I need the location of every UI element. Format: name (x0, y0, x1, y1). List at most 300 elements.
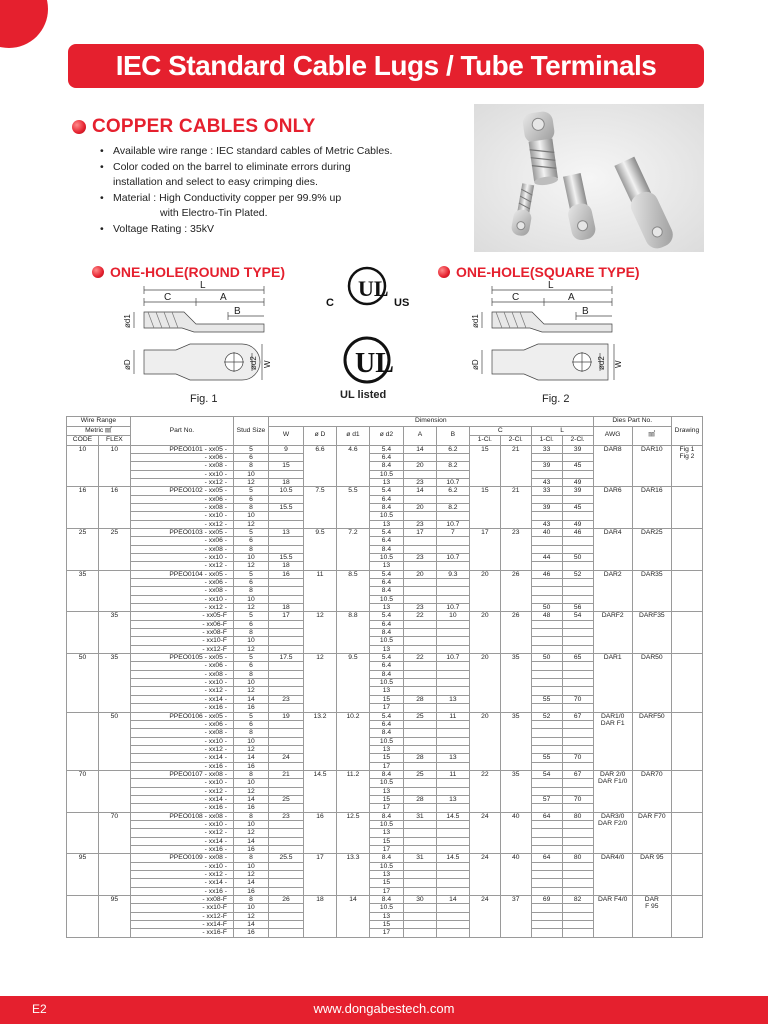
cell-b (436, 737, 469, 745)
cell-l-2cl (562, 921, 593, 929)
table-body (67, 445, 703, 937)
cell-a: 28 (403, 754, 436, 762)
cell-part-suffix: - xx06 - (130, 537, 233, 545)
cell-part-suffix: - xx16 - (130, 846, 233, 854)
cell-l-2cl (562, 820, 593, 828)
cell-flex: 50 (98, 712, 130, 770)
cell-stud: 6 (233, 495, 268, 503)
cell-part-suffix: - xx14 - (130, 754, 233, 762)
cell-a (403, 929, 436, 937)
cell-b: 13 (436, 795, 469, 803)
ul-listed-label: UL listed (340, 389, 387, 401)
cell-w (268, 495, 303, 503)
cell-w (268, 662, 303, 670)
cell-part-suffix: - xx06 - (130, 579, 233, 587)
table-row (67, 445, 703, 453)
cell-l-1cl (531, 545, 562, 553)
cell-l-1cl: 64 (531, 854, 562, 862)
cell-die-awg: DAR6 (593, 487, 632, 529)
cell-w: 18 (268, 604, 303, 612)
header-c-2cl: 2-Cl. (500, 436, 531, 446)
cell-phi-d2: 17 (369, 704, 403, 712)
cell-c-1cl: 20 (469, 612, 500, 654)
cell-part-suffix: - xx14 - (130, 795, 233, 803)
cell-l-2cl (562, 670, 593, 678)
cell-die-awg: DAR4 (593, 528, 632, 570)
cell-b: 14.5 (436, 812, 469, 820)
table-row (67, 770, 703, 778)
cell-part-suffix: - xx06 - (130, 453, 233, 461)
cell-a (403, 787, 436, 795)
cell-phi-d2: 5.4 (369, 612, 403, 620)
cell-l-2cl: 80 (562, 854, 593, 862)
cell-w (268, 887, 303, 895)
page-code: E2 (32, 1002, 47, 1016)
dim-label-l: L (548, 280, 554, 291)
feature-item: • Available wire range : IEC standard cables of Metric Cables. (100, 144, 460, 160)
cell-l-2cl (562, 645, 593, 653)
cell-phi-d1: 12.5 (336, 812, 369, 854)
cell-b (436, 579, 469, 587)
cell-die-awg: DAR1/0 DAR F1 (593, 712, 632, 770)
cell-l-1cl (531, 904, 562, 912)
cell-phi-d2: 6.4 (369, 495, 403, 503)
cell-l-1cl (531, 579, 562, 587)
cell-c-1cl: 15 (469, 445, 500, 487)
dim-label-d1: ød1 (123, 314, 132, 328)
cell-l-1cl (531, 862, 562, 870)
cell-a: 20 (403, 462, 436, 470)
cell-phi-d: 13.2 (304, 712, 337, 770)
cell-a (403, 453, 436, 461)
cell-drawing (671, 712, 702, 770)
square-type-header (438, 264, 640, 280)
cell-phi-d2: 15 (369, 921, 403, 929)
cell-a: 17 (403, 528, 436, 536)
cell-stud: 10 (233, 637, 268, 645)
cell-a (403, 904, 436, 912)
cell-drawing (671, 812, 702, 854)
cell-code: 70 (67, 770, 99, 812)
cell-w: 25.5 (268, 854, 303, 862)
cell-l-2cl (562, 729, 593, 737)
cell-l-1cl (531, 637, 562, 645)
cell-l-1cl (531, 929, 562, 937)
cell-l-2cl (562, 629, 593, 637)
cell-l-2cl (562, 862, 593, 870)
header-mm2: ㎟ (632, 426, 671, 445)
cell-b (436, 904, 469, 912)
cell-w (268, 904, 303, 912)
cell-w: 25 (268, 795, 303, 803)
cell-b (436, 637, 469, 645)
table-row (67, 570, 703, 578)
cell-stud: 12 (233, 787, 268, 795)
cell-die-mm2: DAR 95 (632, 854, 671, 896)
cell-a (403, 670, 436, 678)
cell-phi-d: 12 (304, 612, 337, 654)
cell-l-1cl (531, 829, 562, 837)
header-drawing: Drawing (671, 417, 702, 446)
cell-a (403, 887, 436, 895)
cell-w (268, 921, 303, 929)
cell-phi-d2: 10.5 (369, 595, 403, 603)
cell-flex: 70 (98, 812, 130, 854)
cell-c-2cl: 35 (500, 770, 531, 812)
cell-part-suffix: - xx14-F (130, 921, 233, 929)
cell-stud: 12 (233, 871, 268, 879)
cell-a: 14 (403, 445, 436, 453)
cell-l-2cl (562, 453, 593, 461)
cell-stud: 5 (233, 487, 268, 495)
cell-l-2cl (562, 804, 593, 812)
cell-a (403, 495, 436, 503)
cell-w (268, 762, 303, 770)
cell-l-2cl: 52 (562, 570, 593, 578)
cell-b (436, 670, 469, 678)
cell-stud: 10 (233, 779, 268, 787)
feature-item: • Voltage Rating : 35kV (100, 222, 460, 238)
cell-code: 35 (67, 570, 99, 612)
cell-l-2cl (562, 846, 593, 854)
cell-a (403, 637, 436, 645)
cell-part-suffix: - xx08 - (130, 587, 233, 595)
header-part-no: Part No. (130, 417, 233, 446)
cell-die-awg: DAR3/0 DAR F2/0 (593, 812, 632, 854)
cell-b (436, 887, 469, 895)
title-banner (68, 44, 704, 88)
cell-die-mm2: DAR35 (632, 570, 671, 612)
cell-phi-d2: 13 (369, 520, 403, 528)
cell-l-2cl (562, 587, 593, 595)
cell-phi-d2: 5.4 (369, 487, 403, 495)
cell-w (268, 645, 303, 653)
cell-part-suffix: - xx12 - (130, 871, 233, 879)
cell-phi-d1: 4.6 (336, 445, 369, 487)
footer-bar (0, 996, 768, 1024)
cell-a (403, 629, 436, 637)
cell-l-1cl (531, 537, 562, 545)
cell-phi-d2: 13 (369, 562, 403, 570)
cell-l-2cl: 65 (562, 654, 593, 662)
round-type-header (92, 264, 285, 280)
cell-drawing (671, 654, 702, 712)
dim-label-d2: ød2 (597, 356, 606, 370)
cell-c-2cl: 40 (500, 854, 531, 896)
cell-l-1cl (531, 495, 562, 503)
cell-l-1cl (531, 846, 562, 854)
cell-b: 6.2 (436, 445, 469, 453)
cell-w (268, 595, 303, 603)
cell-phi-d2: 13 (369, 687, 403, 695)
cell-a (403, 779, 436, 787)
cell-phi-d1: 8.8 (336, 612, 369, 654)
header-dies: Dies Part No. (593, 417, 671, 427)
cell-l-1cl (531, 729, 562, 737)
cell-b (436, 537, 469, 545)
cell-l-1cl: 46 (531, 570, 562, 578)
cell-part-suffix: - xx08 - (130, 503, 233, 511)
cell-w (268, 679, 303, 687)
cell-stud: 14 (233, 795, 268, 803)
dim-label-b: B (234, 306, 241, 317)
cell-c-1cl: 15 (469, 487, 500, 529)
cell-b (436, 862, 469, 870)
cell-part-suffix: - xx10 - (130, 820, 233, 828)
cell-phi-d2: 15 (369, 754, 403, 762)
dim-label-a: A (220, 292, 227, 303)
cell-a (403, 579, 436, 587)
cell-phi-d2: 10.5 (369, 904, 403, 912)
cell-part-suffix: - xx16 - (130, 704, 233, 712)
cell-l-2cl (562, 762, 593, 770)
cell-stud: 10 (233, 820, 268, 828)
cell-l-1cl (531, 512, 562, 520)
cell-l-2cl (562, 595, 593, 603)
cell-w: 26 (268, 896, 303, 904)
cell-phi-d: 11 (304, 570, 337, 612)
cell-a (403, 537, 436, 545)
cell-a: 22 (403, 654, 436, 662)
cell-flex (98, 770, 130, 812)
cell-phi-d2: 8.4 (369, 854, 403, 862)
cell-c-1cl: 24 (469, 812, 500, 854)
cell-drawing (671, 770, 702, 812)
cell-phi-d2: 15 (369, 795, 403, 803)
table-row (67, 612, 703, 620)
cell-part-suffix: - xx12 - (130, 604, 233, 612)
cell-a (403, 846, 436, 854)
cell-l-1cl: 55 (531, 695, 562, 703)
cell-a (403, 620, 436, 628)
cell-a (403, 879, 436, 887)
cell-stud: 5 (233, 528, 268, 536)
cell-drawing (671, 612, 702, 654)
cell-stud: 14 (233, 695, 268, 703)
cell-flex (98, 854, 130, 896)
cell-w (268, 862, 303, 870)
cell-stud: 12 (233, 520, 268, 528)
cell-l-1cl (531, 871, 562, 879)
cell-die-mm2: DARF50 (632, 712, 671, 770)
cell-l-2cl (562, 787, 593, 795)
cell-phi-d2: 6.4 (369, 579, 403, 587)
cell-c-2cl: 35 (500, 712, 531, 770)
cell-a (403, 804, 436, 812)
feature-item: • Color coded on the barrel to eliminate errors during (100, 160, 460, 176)
cell-l-2cl: 70 (562, 795, 593, 803)
fig2-drawing (472, 280, 622, 388)
cell-part-suffix: - xx06-F (130, 620, 233, 628)
header-l-1cl: 1-Cl. (531, 436, 562, 446)
cell-phi-d2: 5.4 (369, 654, 403, 662)
cell-phi-d1: 7.2 (336, 528, 369, 570)
cell-b (436, 729, 469, 737)
cell-a (403, 762, 436, 770)
cell-c-2cl: 21 (500, 487, 531, 529)
cell-l-1cl (531, 662, 562, 670)
cell-die-mm2: DAR50 (632, 654, 671, 712)
cell-b (436, 762, 469, 770)
header-metric: Metric ㎟ (67, 426, 131, 436)
cell-phi-d2: 15 (369, 837, 403, 845)
cell-w (268, 587, 303, 595)
cell-a (403, 587, 436, 595)
cell-l-2cl (562, 579, 593, 587)
cell-l-1cl (531, 745, 562, 753)
cell-l-1cl: 43 (531, 478, 562, 486)
cell-phi-d2: 10.5 (369, 637, 403, 645)
cell-a (403, 687, 436, 695)
cell-w (268, 470, 303, 478)
cell-stud: 10 (233, 904, 268, 912)
cell-stud: 10 (233, 737, 268, 745)
cell-l-2cl (562, 837, 593, 845)
cell-l-1cl (531, 720, 562, 728)
cell-part-suffix: - xx16 - (130, 804, 233, 812)
cell-phi-d2: 6.4 (369, 453, 403, 461)
cell-phi-d2: 8.4 (369, 503, 403, 511)
ul-us-text: US (394, 297, 410, 309)
cell-l-1cl (531, 887, 562, 895)
dim-label-c: C (164, 292, 172, 303)
cell-l-2cl (562, 637, 593, 645)
cell-b (436, 829, 469, 837)
cell-w (268, 512, 303, 520)
cell-part-suffix: - xx14 - (130, 837, 233, 845)
table-row (67, 528, 703, 536)
cell-drawing (671, 570, 702, 612)
cell-part-suffix: - xx05-F (130, 612, 233, 620)
ul-mark-text: UL (355, 348, 394, 379)
cell-stud: 6 (233, 579, 268, 587)
cell-b (436, 879, 469, 887)
cell-l-1cl (531, 629, 562, 637)
cell-stud: 16 (233, 804, 268, 812)
cell-b: 10.7 (436, 520, 469, 528)
cell-a: 20 (403, 503, 436, 511)
dim-label-d2: ød2 (249, 356, 258, 370)
cell-phi-d1: 13.3 (336, 854, 369, 896)
cell-phi-d2: 13 (369, 787, 403, 795)
cell-stud: 8 (233, 587, 268, 595)
cell-a (403, 645, 436, 653)
cell-l-2cl: 67 (562, 712, 593, 720)
cell-phi-d: 9.5 (304, 528, 337, 570)
dim-label-c: C (512, 292, 520, 303)
red-dot-icon (438, 266, 450, 278)
cell-a: 14 (403, 487, 436, 495)
header-stud-size: Stud Size (233, 417, 268, 446)
cell-part-suffix: - xx08 - (130, 545, 233, 553)
square-type-title: ONE-HOLE(SQUARE TYPE) (456, 264, 640, 280)
cell-part-suffix: - xx08 - (130, 462, 233, 470)
cell-part-suffix: - xx10 - (130, 862, 233, 870)
cell-a (403, 470, 436, 478)
cell-code: 10 (67, 445, 99, 487)
cell-a (403, 729, 436, 737)
cell-part-suffix: - xx10 - (130, 737, 233, 745)
cell-part-suffix: - xx12 - (130, 687, 233, 695)
dim-label-b: B (582, 306, 589, 317)
cell-stud: 10 (233, 512, 268, 520)
cell-stud: 10 (233, 862, 268, 870)
cell-flex: 95 (98, 896, 130, 938)
cell-b (436, 595, 469, 603)
cell-l-1cl: 64 (531, 812, 562, 820)
cell-die-awg: DAR2 (593, 570, 632, 612)
cell-l-1cl: 50 (531, 604, 562, 612)
cell-phi-d2: 6.4 (369, 662, 403, 670)
cell-part-suffix: - xx12-F (130, 645, 233, 653)
cell-phi-d2: 8.4 (369, 587, 403, 595)
cell-drawing (671, 528, 702, 570)
cell-stud: 8 (233, 503, 268, 511)
cell-flex: 10 (98, 445, 130, 487)
cell-flex: 16 (98, 487, 130, 529)
cell-part-no: PPEO0107 - xx08 - (130, 770, 233, 778)
red-dot-icon (92, 266, 104, 278)
cell-stud: 14 (233, 879, 268, 887)
cell-stud: 12 (233, 687, 268, 695)
cell-l-1cl (531, 670, 562, 678)
cell-l-2cl: 82 (562, 896, 593, 904)
cell-flex: 35 (98, 654, 130, 712)
cell-code (67, 612, 99, 654)
cell-l-1cl: 55 (531, 754, 562, 762)
cell-phi-d2: 8.4 (369, 770, 403, 778)
cell-b (436, 846, 469, 854)
cell-l-1cl: 44 (531, 553, 562, 561)
cell-b: 11 (436, 712, 469, 720)
cell-code (67, 896, 99, 938)
cell-part-no: PPEO0105 - xx05 - (130, 654, 233, 662)
header-flex: FLEX (98, 436, 130, 446)
cell-phi-d: 17 (304, 854, 337, 896)
cell-part-suffix: - xx12 - (130, 829, 233, 837)
cell-l-1cl (531, 737, 562, 745)
cell-l-1cl (531, 704, 562, 712)
cell-stud: 10 (233, 679, 268, 687)
cell-b: 8.2 (436, 503, 469, 511)
cell-part-suffix: - xx06 - (130, 662, 233, 670)
cell-phi-d: 12 (304, 654, 337, 712)
cell-a: 31 (403, 812, 436, 820)
cell-l-2cl (562, 720, 593, 728)
cell-stud: 6 (233, 453, 268, 461)
cell-c-2cl: 40 (500, 812, 531, 854)
cell-a (403, 737, 436, 745)
cell-c-2cl: 35 (500, 654, 531, 712)
cell-w: 18 (268, 478, 303, 486)
cell-w (268, 720, 303, 728)
cell-c-1cl: 20 (469, 570, 500, 612)
cell-l-1cl (531, 587, 562, 595)
cell-l-1cl (531, 837, 562, 845)
cell-w: 23 (268, 812, 303, 820)
cell-l-2cl (562, 662, 593, 670)
cell-b (436, 837, 469, 845)
cell-l-2cl (562, 912, 593, 920)
header-c-1cl: 1-Cl. (469, 436, 500, 446)
cell-phi-d2: 6.4 (369, 720, 403, 728)
header-w: W (268, 426, 303, 445)
cell-b (436, 820, 469, 828)
cell-l-2cl (562, 545, 593, 553)
cell-c-2cl: 37 (500, 896, 531, 938)
cell-stud: 8 (233, 462, 268, 470)
header-c: C (469, 426, 531, 436)
